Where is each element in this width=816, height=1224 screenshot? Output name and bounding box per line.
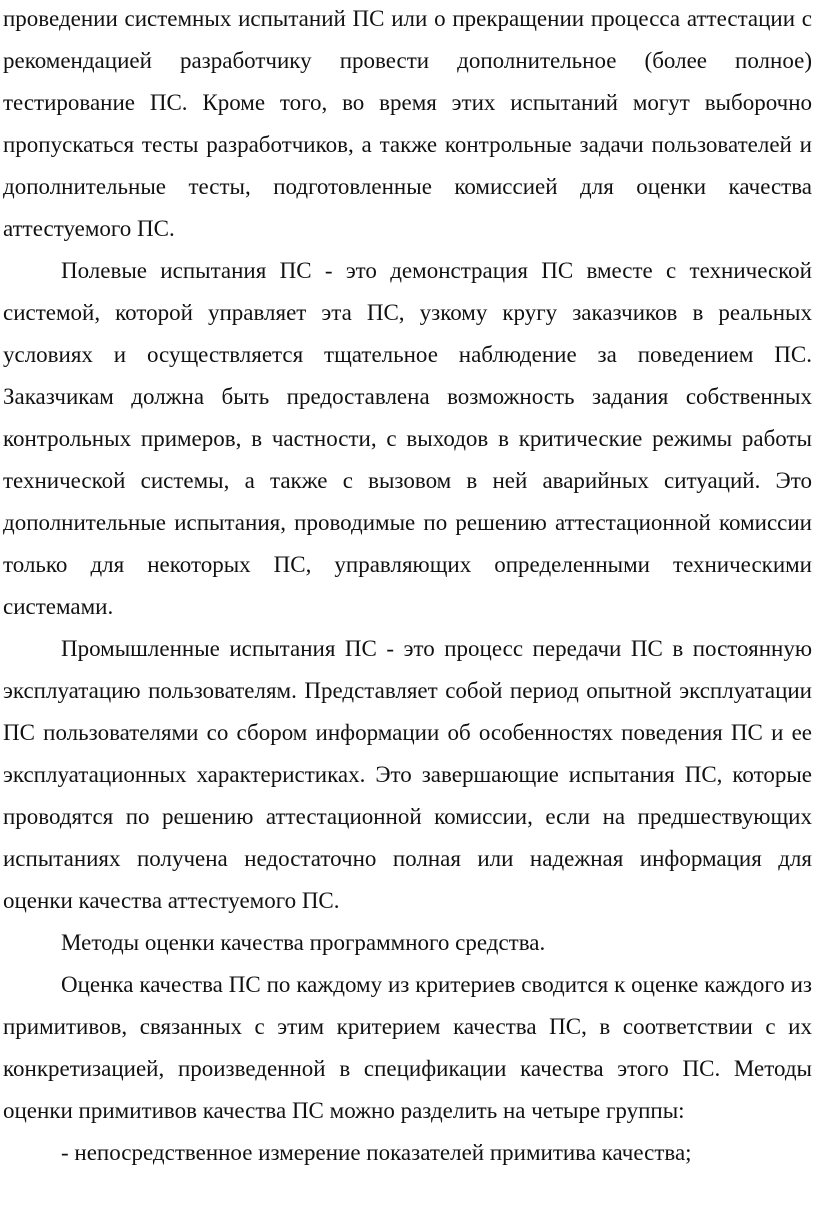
- list-item-direct-measurement: - непосредственное измерение показателей примитива качества;: [61, 1140, 692, 1165]
- section-heading-quality-methods: Методы оценки качества программного средства.: [61, 930, 546, 955]
- paragraph-field-tests: Полевые испытания ПС - это демонстрация ПС вместе с технической системой, которой управляет эта ПС, узкому кругу заказчиков в реальных условиях и осуществляется тщательное наблюдение за поведением ПС. Заказчикам должна быть предоставлена возможность задания собственных контрольных примеров, в частности, с выходов в критические режимы работы технической системы, а также с вызовом в ней аварийных ситуаций. Это дополнительные испытания, проводимые по решению аттестационной комиссии только для некоторых ПС, управляющих определенными техническими системами.: [3, 258, 812, 619]
- paragraph-quality-evaluation: Оценка качества ПС по каждому из критериев сводится к оценке каждого из примитивов, связанных с этим критерием качества ПС, в соответствии с их конкретизацией, произведенной в спецификации качества этого ПС. Методы оценки примитивов качества ПС можно разделить на четыре группы:: [3, 972, 812, 1123]
- paragraph-continuation: проведении системных испытаний ПС или о прекращении процесса аттестации с рекомендацией разработчику провести дополнительное (более полное) тестирование ПС. Кроме того, во время этих испытаний могут выборочно пропускаться тесты разработчиков, а также контрольные задачи пользователей и дополнительные тесты, подготовленные комиссией для оценки качества аттестуемого ПС.: [3, 6, 812, 241]
- paragraph-industrial-tests: Промышленные испытания ПС - это процесс передачи ПС в постоянную эксплуатацию пользователям. Представляет собой период опытной эксплуатации ПС пользователями со сбором информации об особенностях поведения ПС и ее эксплуатационных характеристиках. Это завершающие испытания ПС, которые проводятся по решению аттестационной комиссии, если на предшествующих испытаниях получена недостаточно полная или надежная информация для оценки качества аттестуемого ПС.: [3, 636, 812, 913]
